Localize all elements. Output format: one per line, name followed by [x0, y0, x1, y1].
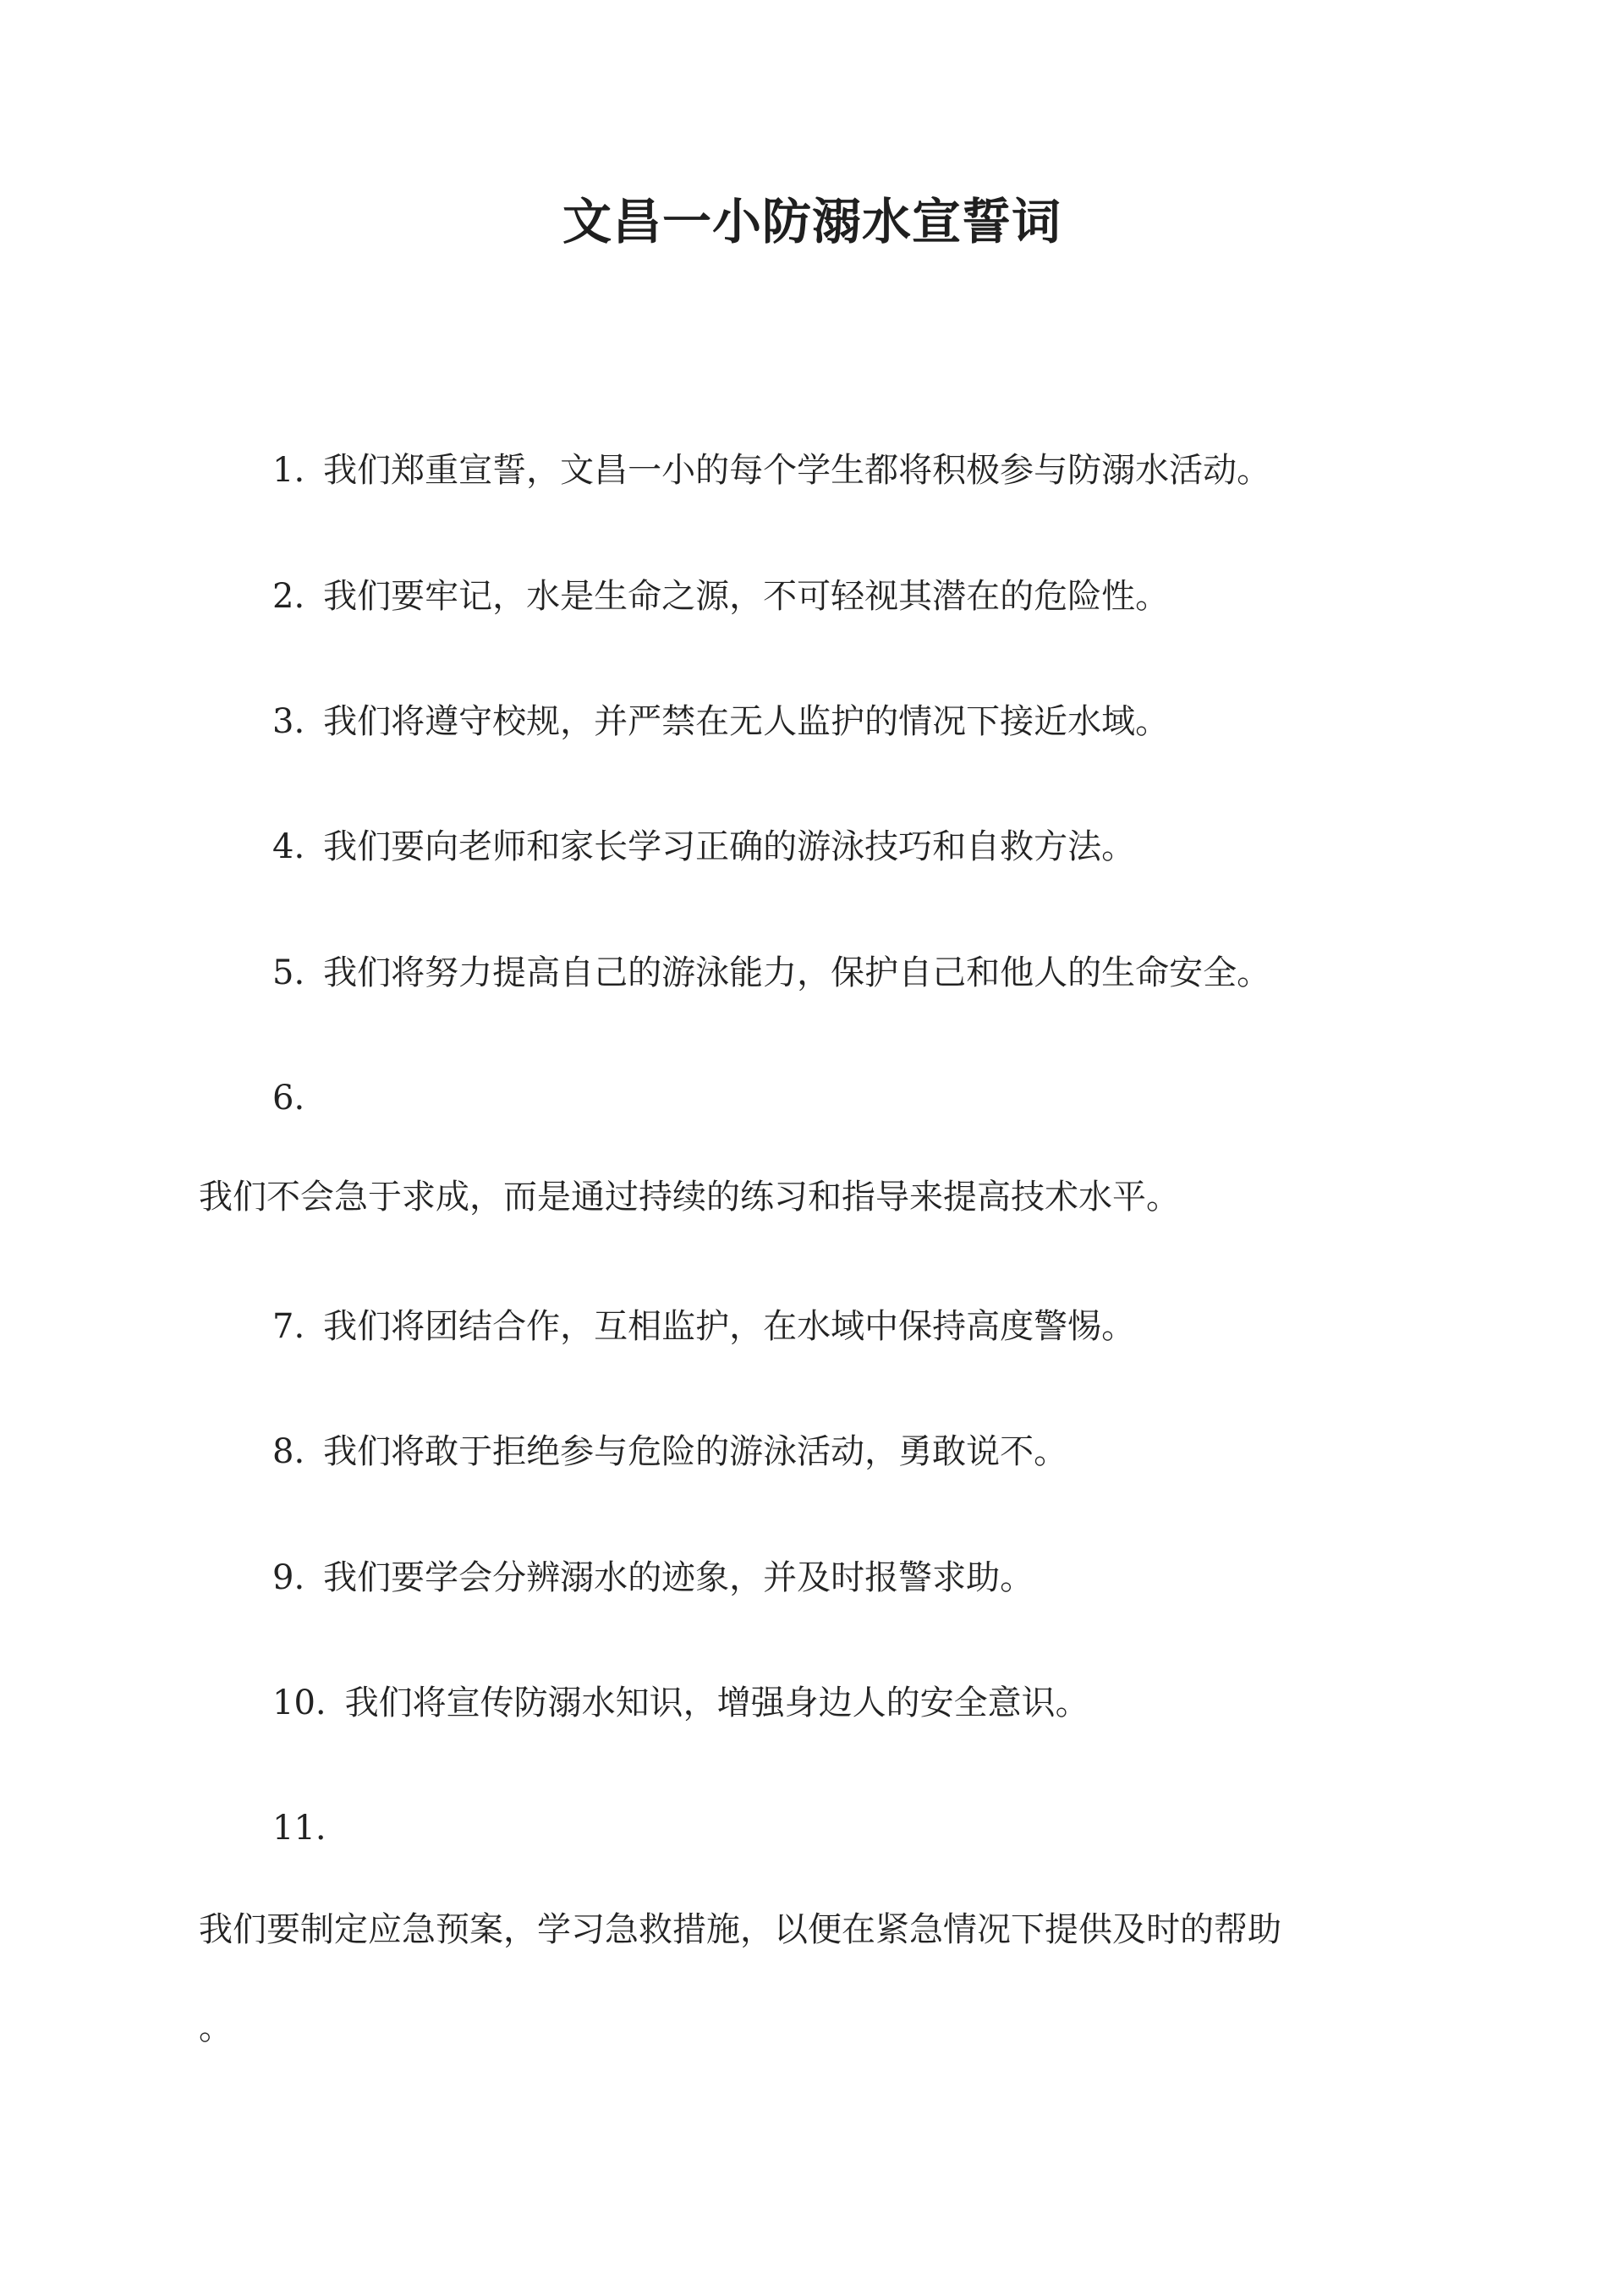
pledge-item-11 — [199, 1904, 1281, 1955]
pledge-item-number: 3. — [272, 702, 305, 741]
pledge-item-text: 我们不会急于求成，而是通过持续的练习和指导来提高技术水平。 — [199, 1178, 1180, 1217]
pledge-item-3 — [272, 696, 1169, 747]
pledge-item-text: 我们要学会分辨溺水的迹象，并及时报警求助。 — [323, 1558, 1034, 1597]
pledge-item-1 — [272, 445, 1270, 496]
pledge-item-2 — [272, 571, 1169, 622]
pledge-item-text: 我们将敢于拒绝参与危险的游泳活动，勇敢说不。 — [323, 1432, 1068, 1471]
pledge-item-11-number-line — [272, 1803, 326, 1854]
pledge-item-4 — [272, 821, 1135, 872]
pledge-item-number: 8. — [272, 1432, 305, 1471]
pledge-item-text-tail: 。 — [199, 2008, 233, 2047]
pledge-item-text: 我们将努力提高自己的游泳能力，保护自己和他人的生命安全。 — [323, 953, 1271, 992]
pledge-item-number: 9. — [272, 1558, 305, 1597]
pledge-item-number: 7. — [272, 1307, 305, 1346]
pledge-item-number: 2. — [272, 577, 305, 616]
pledge-item-text: 我们要向老师和家长学习正确的游泳技巧和自救方法。 — [323, 827, 1136, 866]
pledge-item-11-tail — [199, 2002, 233, 2053]
document-title: 文昌一小防溺水宣誓词 — [562, 193, 1062, 250]
pledge-item-number: 10. — [272, 1684, 326, 1722]
pledge-item-number: 11. — [272, 1809, 326, 1848]
pledge-item-8 — [272, 1426, 1067, 1477]
pledge-item-number: 6. — [272, 1079, 305, 1118]
pledge-item-6 — [199, 1172, 1180, 1222]
pledge-item-number: 4. — [272, 827, 305, 866]
pledge-item-7 — [272, 1301, 1135, 1352]
pledge-item-text: 我们要制定应急预案，学习急救措施，以便在紧急情况下提供及时的帮助 — [199, 1910, 1281, 1949]
pledge-item-text: 我们要牢记，水是生命之源，不可轻视其潜在的危险性。 — [323, 577, 1170, 616]
pledge-item-9 — [272, 1552, 1034, 1603]
pledge-item-10 — [272, 1678, 1089, 1728]
pledge-item-text: 我们郑重宣誓，文昌一小的每个学生都将积极参与防溺水活动。 — [323, 451, 1271, 490]
pledge-item-text: 我们将团结合作，互相监护，在水域中保持高度警惕。 — [323, 1307, 1136, 1346]
pledge-item-5 — [272, 948, 1270, 998]
pledge-item-text: 我们将遵守校规，并严禁在无人监护的情况下接近水域。 — [323, 702, 1170, 741]
pledge-item-number: 5. — [272, 953, 305, 992]
pledge-item-text: 我们将宣传防溺水知识，增强身边人的安全意识。 — [344, 1684, 1089, 1722]
pledge-item-6-number-line — [272, 1073, 304, 1123]
pledge-item-number: 1. — [272, 451, 305, 490]
